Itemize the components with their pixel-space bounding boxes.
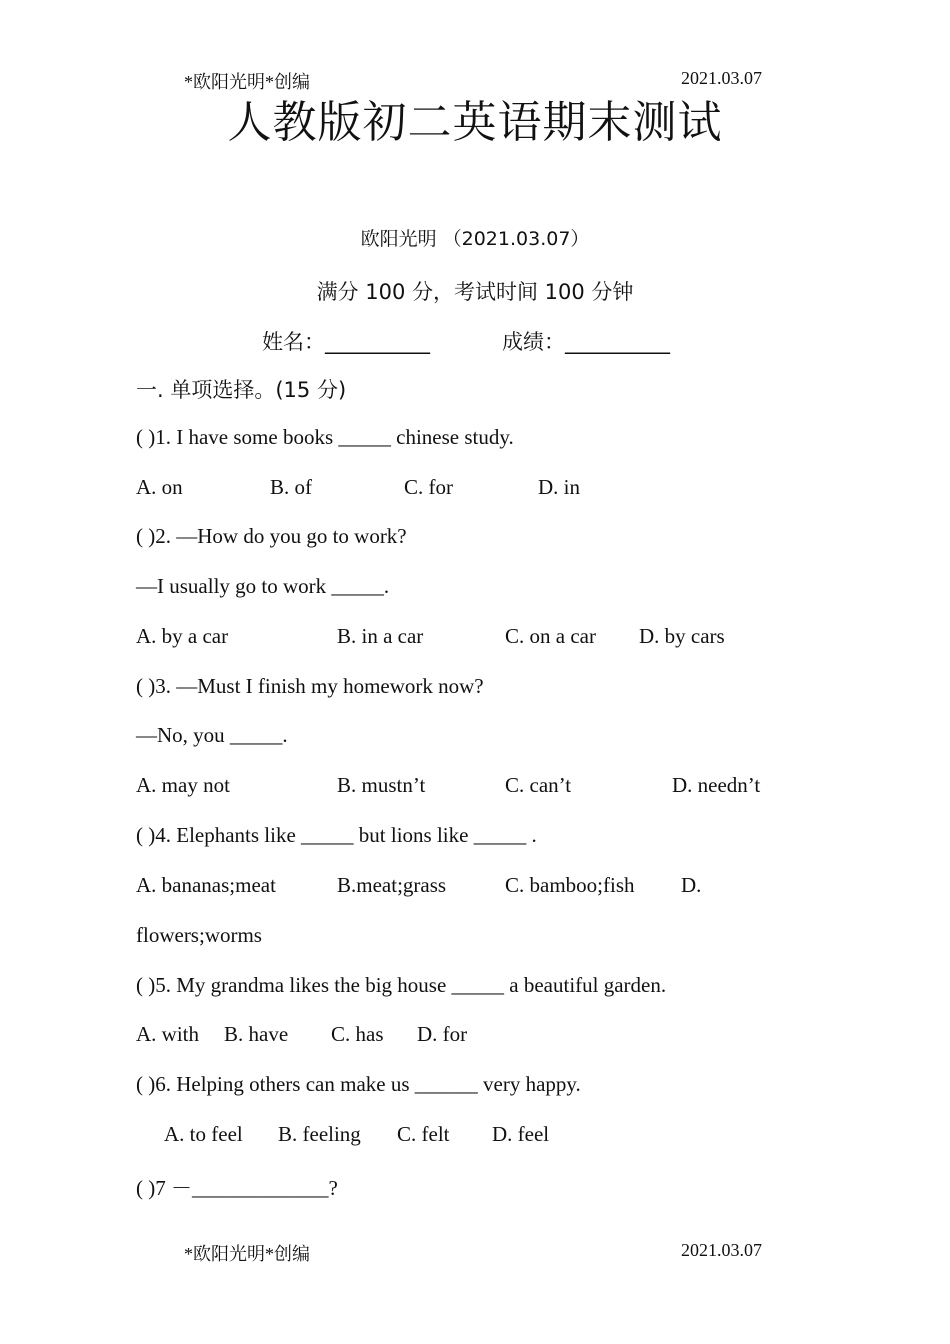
q5-option-d: D. for xyxy=(417,1022,468,1046)
question-1-stem: ( )1. I have some books _____ chinese study. xyxy=(136,425,514,449)
score-field: 成绩：__________ xyxy=(502,330,670,354)
q2-option-c: C. on a car xyxy=(505,624,596,648)
q6-option-c: C. felt xyxy=(397,1122,450,1146)
question-3-stem: ( )3. —Must I finish my homework now? xyxy=(136,674,484,698)
question-3-answer-line: —No, you _____. xyxy=(136,723,288,747)
question-7-stem: ( )7 －_____________? xyxy=(136,1176,338,1200)
q3-option-b: B. mustn’t xyxy=(337,773,426,797)
q1-option-b: B. of xyxy=(270,475,312,499)
author-line: 欧阳光明 （2021.03.07） xyxy=(360,228,590,250)
q1-option-d: D. in xyxy=(538,475,580,499)
section-heading: 一. 单项选择。(15 分) xyxy=(136,378,347,402)
footer-left: *欧阳光明*创编 xyxy=(184,1244,310,1264)
question-2-answer-line: —I usually go to work _____. xyxy=(136,574,390,598)
question-6-stem: ( )6. Helping others can make us ______ very happy. xyxy=(136,1072,581,1096)
q2-option-d: D. by cars xyxy=(639,624,725,648)
exam-info: 满分 100 分，考试时间 100 分钟 xyxy=(316,280,634,304)
header-right: 2021.03.07 xyxy=(681,68,762,88)
q4-option-d-wrap: flowers;worms xyxy=(136,923,262,947)
q5-option-a: A. with xyxy=(136,1022,199,1046)
q5-option-b: B. have xyxy=(224,1022,289,1046)
q1-option-c: C. for xyxy=(404,475,453,499)
footer-right: 2021.03.07 xyxy=(681,1240,762,1260)
question-2-stem: ( )2. —How do you go to work? xyxy=(136,524,407,548)
name-field: 姓名：__________ xyxy=(262,330,430,354)
q4-option-d: D. xyxy=(681,873,702,897)
q6-option-b: B. feeling xyxy=(278,1122,361,1146)
q4-option-a: A. bananas;meat xyxy=(136,873,276,897)
page-title: 人教版初二英语期末测试 xyxy=(227,97,723,148)
question-5-stem: ( )5. My grandma likes the big house _____ a beautiful garden. xyxy=(136,973,667,997)
header-left: *欧阳光明*创编 xyxy=(184,72,310,92)
q2-option-b: B. in a car xyxy=(337,624,424,648)
q1-option-a: A. on xyxy=(136,475,183,499)
q4-option-c: C. bamboo;fish xyxy=(505,873,635,897)
question-4-stem: ( )4. Elephants like _____ but lions like _____ . xyxy=(136,823,537,847)
q3-option-c: C. can’t xyxy=(505,773,572,797)
q6-option-d: D. feel xyxy=(492,1122,550,1146)
q2-option-a: A. by a car xyxy=(136,624,229,648)
q3-option-d: D. needn’t xyxy=(672,773,761,797)
q5-option-c: C. has xyxy=(331,1022,384,1046)
q6-option-a: A. to feel xyxy=(164,1122,243,1146)
q4-option-b: B.meat;grass xyxy=(337,873,447,897)
q3-option-a: A. may not xyxy=(136,773,230,797)
